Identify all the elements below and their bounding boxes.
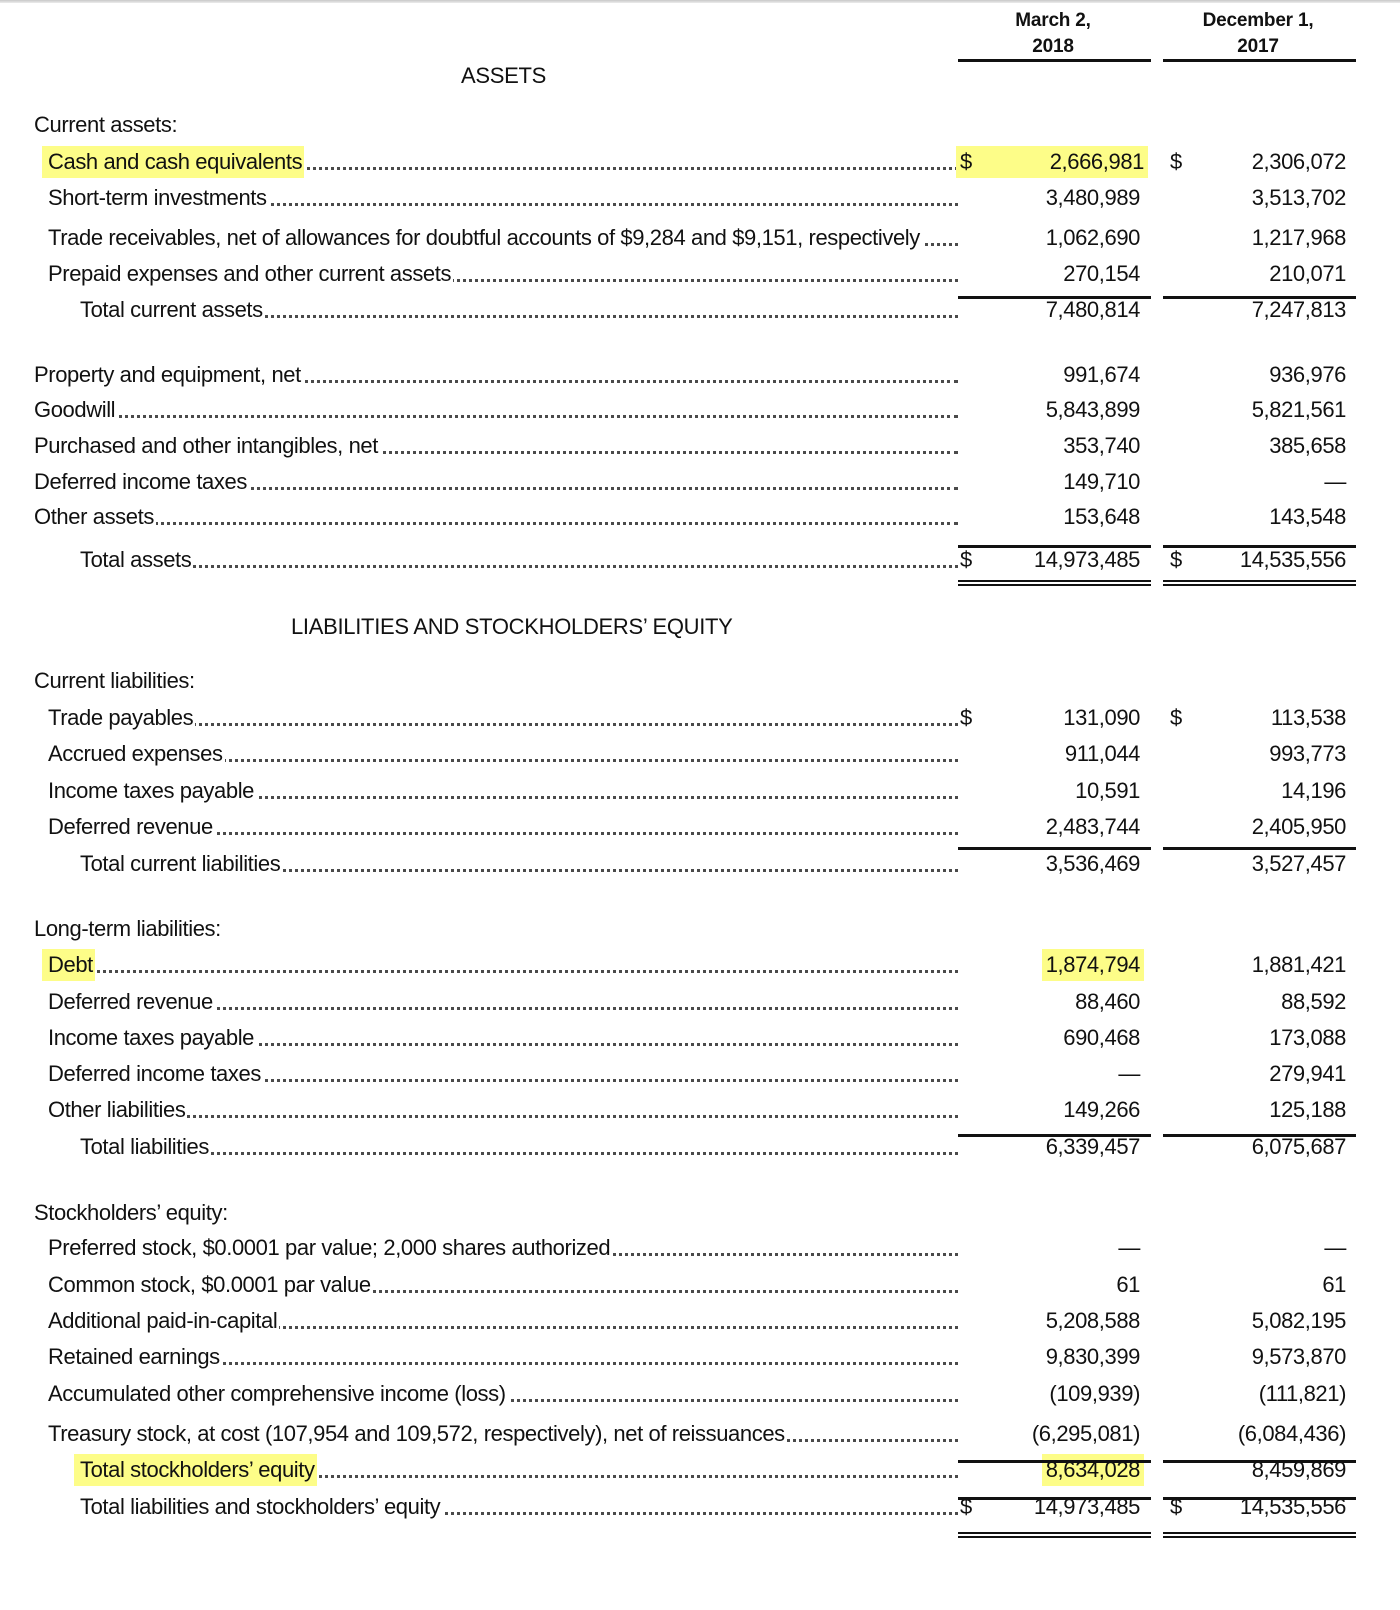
subtotal-rule [1163, 1134, 1356, 1137]
value-march-2018: — [1118, 1235, 1140, 1260]
value-march-2018: 8,634,028 [1042, 1454, 1144, 1486]
line-item-label: Treasury stock, at cost (107,954 and 109,572, respectively), net of reissuances [48, 1418, 787, 1450]
dollar-sign: $ [956, 146, 976, 178]
value-march-2018: 5,843,899 [1045, 397, 1140, 422]
value-december-2017: 173,088 [1269, 1025, 1346, 1050]
subtotal-rule [1163, 545, 1356, 548]
line-item-row [0, 394, 1400, 426]
line-item-row [0, 1341, 1400, 1373]
dollar-sign: $ [1170, 149, 1182, 174]
value-march-2018: 7,480,814 [1045, 297, 1140, 322]
line-item-row [0, 430, 1400, 462]
value-december-2017: 88,592 [1281, 989, 1346, 1014]
total-double-rule [1163, 1536, 1356, 1538]
value-december-2017: 14,535,556 [1239, 547, 1346, 572]
dot-leader [54, 1115, 958, 1118]
value-december-2017: 2,306,072 [1251, 149, 1346, 174]
line-item-label: Common stock, $0.0001 par value [48, 1269, 373, 1301]
value-march-2018: — [1118, 1061, 1140, 1086]
total-double-rule [958, 1536, 1151, 1538]
dollar-sign: $ [960, 1494, 972, 1519]
value-december-2017: 14,535,556 [1239, 1494, 1346, 1519]
column-header-line2: 2017 [1237, 36, 1279, 57]
line-item-label: Income taxes payable [48, 1022, 256, 1054]
line-item-label: Purchased and other intangibles, net [34, 430, 380, 462]
line-item-row [0, 182, 1400, 214]
line-item-row [0, 1454, 1400, 1486]
line-item-label: Prepaid expenses and other current assets [48, 258, 453, 290]
value-march-2018: 14,973,485 [1033, 547, 1140, 572]
line-item-label: Other assets [34, 501, 156, 533]
group-label-current-liabilities: Current liabilities: [34, 668, 195, 693]
line-item-label: Debt [42, 949, 95, 981]
value-december-2017: 9,573,870 [1251, 1344, 1346, 1369]
subtotal-rule [1163, 847, 1356, 850]
value-december-2017: 14,196 [1281, 778, 1346, 803]
value-march-2018: 153,648 [1063, 504, 1140, 529]
line-item-label: Total liabilities and stockholders’ equity [80, 1491, 442, 1523]
dollar-sign: $ [1170, 705, 1182, 730]
value-december-2017: 1,217,968 [1251, 225, 1346, 250]
value-march-2018: 149,710 [1063, 469, 1140, 494]
subtotal-rule [1163, 1497, 1356, 1500]
value-december-2017: 113,538 [1270, 705, 1346, 730]
line-item-row [0, 848, 1400, 880]
line-item-label: Income taxes payable [48, 775, 256, 807]
line-item-label: Deferred revenue [48, 811, 215, 843]
value-december-2017: 7,247,813 [1251, 297, 1346, 322]
value-december-2017: 8,459,869 [1251, 1457, 1346, 1482]
subtotal-rule [1163, 1460, 1356, 1463]
dollar-sign: $ [960, 705, 972, 730]
value-march-2018: 149,266 [1063, 1097, 1140, 1122]
value-december-2017: 993,773 [1269, 741, 1346, 766]
dot-leader [86, 565, 958, 568]
value-march-2018: 1,874,794 [1042, 949, 1144, 981]
line-item-label: Total stockholders’ equity [74, 1454, 317, 1486]
value-march-2018: 3,536,469 [1045, 851, 1140, 876]
line-item-label: Cash and cash equivalents [42, 146, 304, 178]
column-header-december-2017 [1163, 8, 1353, 60]
line-item-row [0, 949, 1400, 981]
total-double-rule [1163, 580, 1356, 582]
value-march-2018: 61 [1116, 1272, 1140, 1297]
dot-leader [40, 415, 958, 418]
value-march-2018: 6,339,457 [1045, 1134, 1140, 1159]
line-item-row [0, 258, 1400, 290]
column-header-march-2018 [958, 8, 1148, 60]
section-title-liabilities-equity: LIABILITIES AND STOCKHOLDERS’ EQUITY [291, 614, 733, 639]
value-december-2017: 5,082,195 [1251, 1308, 1346, 1333]
dollar-sign: $ [1170, 1494, 1182, 1519]
section-title-assets: ASSETS [461, 63, 547, 88]
line-item-label: Additional paid-in-capital [48, 1305, 279, 1337]
line-item-label: Deferred revenue [48, 986, 215, 1018]
value-december-2017: 279,941 [1269, 1061, 1346, 1086]
line-item-label: Deferred income taxes [48, 1058, 263, 1090]
value-march-2018: 3,480,989 [1045, 185, 1140, 210]
value-december-2017: 936,976 [1269, 362, 1346, 387]
line-item-row [0, 811, 1400, 843]
line-item-row [0, 359, 1400, 391]
value-march-2018: 1,062,690 [1045, 225, 1140, 250]
line-item-label: Total current assets [80, 294, 265, 326]
line-item-label: Deferred income taxes [34, 466, 249, 498]
value-december-2017: 125,188 [1269, 1097, 1346, 1122]
value-december-2017: 210,071 [1269, 261, 1346, 286]
value-december-2017: 2,405,950 [1251, 814, 1346, 839]
line-item-row [0, 1058, 1400, 1090]
line-item-row [0, 1378, 1400, 1410]
line-item-label: Goodwill [34, 394, 117, 426]
group-label-stockholders-equity: Stockholders’ equity: [34, 1200, 228, 1225]
subtotal-rule [958, 545, 1151, 548]
value-march-2018: 2,483,744 [1045, 814, 1140, 839]
value-march-2018: 88,460 [1075, 989, 1140, 1014]
value-december-2017: 143,548 [1269, 504, 1346, 529]
value-december-2017: 3,513,702 [1251, 185, 1346, 210]
value-december-2017: (111,821) [1258, 1381, 1346, 1406]
line-item-row [0, 1022, 1400, 1054]
line-item-label: Accrued expenses [48, 738, 225, 770]
value-march-2018: (6,295,081) [1031, 1421, 1140, 1446]
value-march-2018: 270,154 [1063, 261, 1140, 286]
line-item-row [0, 146, 1400, 178]
value-december-2017: 5,821,561 [1251, 397, 1346, 422]
value-december-2017: — [1324, 469, 1346, 494]
value-december-2017: 6,075,687 [1251, 1134, 1346, 1159]
total-double-rule [958, 580, 1151, 582]
line-item-label: Accumulated other comprehensive income (loss) [48, 1378, 508, 1410]
line-item-label: Total assets [80, 544, 193, 576]
line-item-row [0, 466, 1400, 498]
line-item-row [0, 1418, 1400, 1450]
subtotal-rule [958, 847, 1151, 850]
line-item-row [0, 1232, 1400, 1264]
column-header-line1: December 1, [1202, 10, 1314, 31]
line-item-label: Retained earnings [48, 1341, 222, 1373]
value-march-2018: 14,973,485 [1033, 1494, 1140, 1519]
dollar-sign: $ [960, 547, 972, 572]
line-item-row [0, 1094, 1400, 1126]
subtotal-rule [958, 1497, 1151, 1500]
line-item-row [0, 775, 1400, 807]
header-underline [958, 59, 1151, 62]
value-december-2017: 3,527,457 [1251, 851, 1346, 876]
line-item-row [0, 1305, 1400, 1337]
line-item-label: Other liabilities [48, 1094, 187, 1126]
dollar-sign: $ [1170, 547, 1182, 572]
line-item-label: Property and equipment, net [34, 359, 303, 391]
value-march-2018: 131,090 [1063, 705, 1140, 730]
value-march-2018: 690,468 [1063, 1025, 1140, 1050]
line-item-row [0, 702, 1400, 734]
line-item-label: Trade payables [48, 702, 195, 734]
value-march-2018: 9,830,399 [1045, 1344, 1140, 1369]
subtotal-rule [958, 296, 1151, 299]
value-march-2018: 2,666,981 [974, 146, 1148, 178]
line-item-row [0, 1491, 1400, 1523]
value-december-2017: 385,658 [1269, 433, 1346, 458]
value-march-2018: 991,674 [1063, 362, 1140, 387]
subtotal-rule [958, 1134, 1151, 1137]
line-item-row [0, 544, 1400, 576]
value-december-2017: (6,084,436) [1237, 1421, 1346, 1446]
value-december-2017: — [1324, 1235, 1346, 1260]
line-item-label: Preferred stock, $0.0001 par value; 2,000 shares authorized [48, 1232, 612, 1264]
column-header-line2: 2018 [1032, 36, 1074, 57]
dot-leader [54, 970, 958, 973]
line-item-row [0, 222, 1400, 254]
value-march-2018: 10,591 [1075, 778, 1140, 803]
total-double-rule [1163, 1532, 1356, 1534]
value-march-2018: 5,208,588 [1045, 1308, 1140, 1333]
value-december-2017: 1,881,421 [1251, 952, 1346, 977]
dot-leader [86, 1152, 958, 1155]
value-march-2018: (109,939) [1049, 1381, 1140, 1406]
line-item-row [0, 986, 1400, 1018]
group-label-current-assets: Current assets: [34, 112, 178, 137]
header-underline [1163, 59, 1356, 62]
line-item-label: Trade receivables, net of allowances for doubtful accounts of $9,284 and $9,151, respectively [48, 222, 922, 254]
subtotal-rule [1163, 296, 1356, 299]
total-double-rule [1163, 584, 1356, 586]
line-item-row [0, 1269, 1400, 1301]
value-march-2018: 911,044 [1064, 741, 1140, 766]
total-double-rule [958, 1532, 1151, 1534]
subtotal-rule [958, 1460, 1151, 1463]
value-march-2018: 353,740 [1063, 433, 1140, 458]
line-item-label: Total liabilities [80, 1131, 211, 1163]
line-item-label: Total current liabilities [80, 848, 282, 880]
line-item-label: Short-term investments [48, 182, 269, 214]
line-item-row [0, 738, 1400, 770]
top-rule [0, 0, 1400, 3]
dot-leader [40, 522, 958, 525]
column-header-line1: March 2, [1015, 10, 1091, 31]
line-item-row [0, 501, 1400, 533]
value-december-2017: 61 [1322, 1272, 1346, 1297]
total-double-rule [958, 584, 1151, 586]
group-label-long-term-liabilities: Long-term liabilities: [34, 916, 221, 941]
